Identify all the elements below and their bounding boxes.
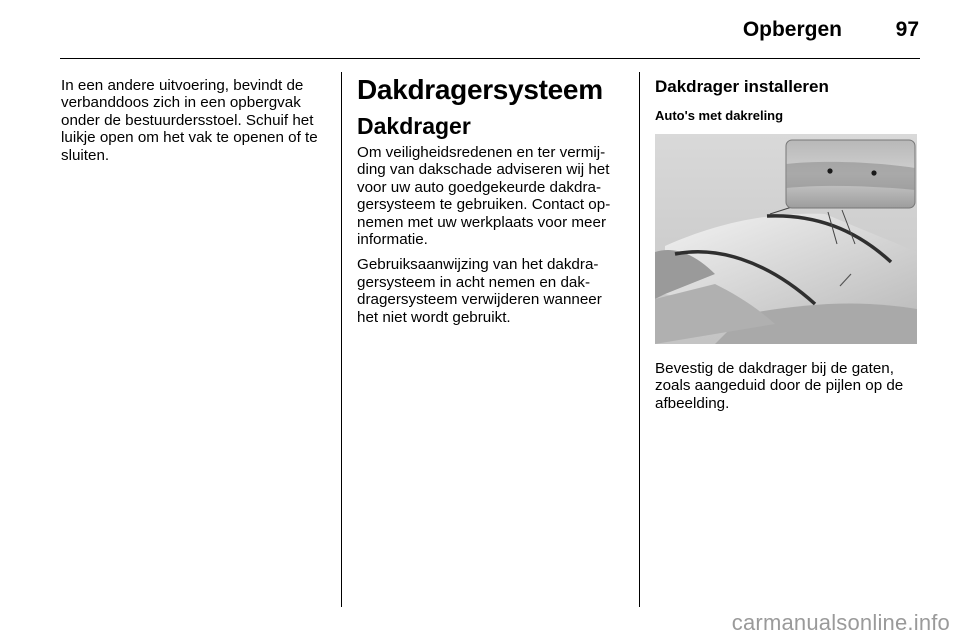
- column-2: [357, 74, 625, 334]
- section-title: Opbergen: [742, 18, 842, 41]
- roof-rack-subheading: Dakdrager: [357, 113, 471, 139]
- column-1: [61, 77, 329, 172]
- column-divider-right: [639, 72, 640, 607]
- roof-rack-system-heading: Dakdragersysteem: [357, 74, 603, 105]
- usage-instructions-paragraph: Gebruiksaanwijzing van het dakdragersysteem in acht nemen en dakdragersysteem verwijderen wanneer het niet wordt gebruikt.: [357, 256, 602, 326]
- first-aid-storage-paragraph: In een andere uitvoering, bevindt de verbanddoos zich in een opbergvak onder de bestuurdersstoel. Schuif het luikje open om het vak te openen of te sluiten.: [61, 77, 318, 164]
- figure-caption: Bevestig de dakdrager bij de gaten, zoals aangeduid door de pijlen op de afbeelding.: [655, 360, 904, 412]
- car-roof-rail-illustration: [655, 134, 917, 344]
- header-rule: [60, 58, 920, 59]
- install-roof-rack-heading: Dakdrager installeren: [655, 77, 829, 96]
- page-number: 97: [895, 18, 919, 41]
- column-3: [655, 77, 923, 420]
- roof-rail-subheading: Auto's met dakreling: [655, 108, 784, 123]
- safety-advice-paragraph: Om veiligheidsredenen en ter vermijding van dakschade adviseren wij het voor uw auto goedgekeurde dakdragersysteem te gebruiken. Contact opnemen met uw werkplaats voor meer informatie.: [357, 144, 611, 249]
- column-divider-left: [341, 72, 342, 607]
- watermark: carmanualsonline.info: [731, 610, 950, 635]
